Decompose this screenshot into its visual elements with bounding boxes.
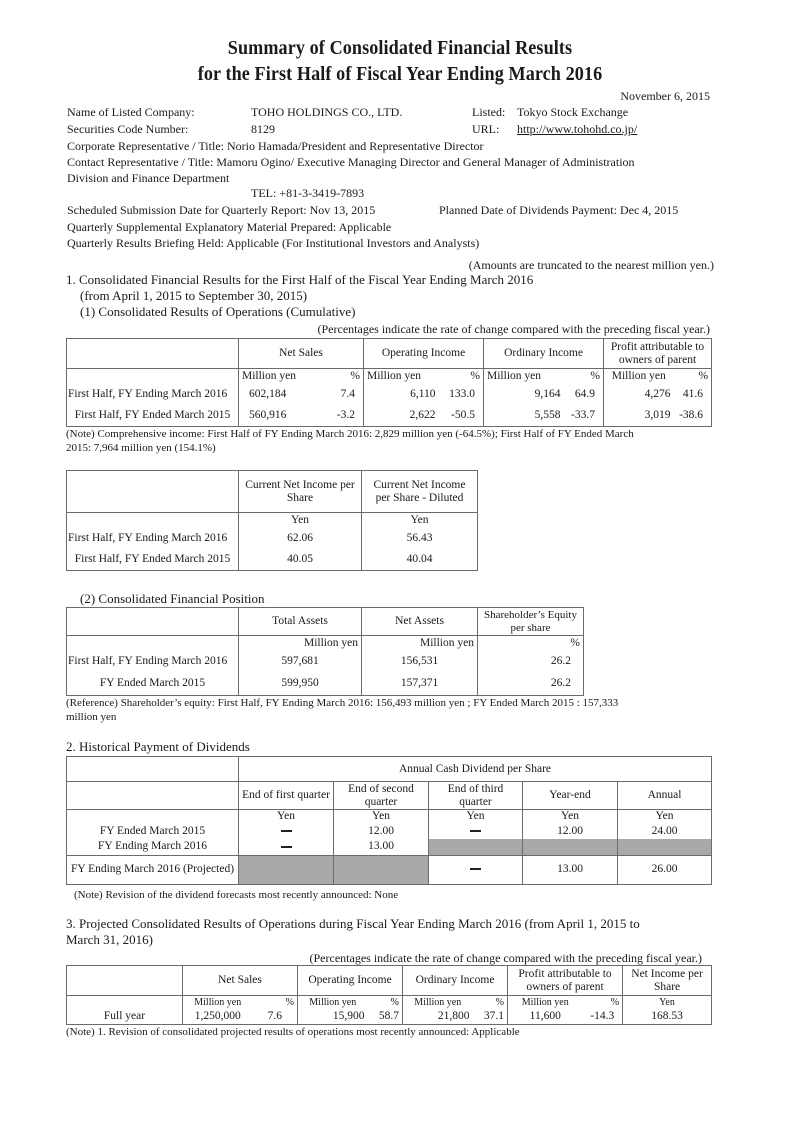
percentage-note: (Percentages indicate the rate of change compared with the preceding fiscal year.) (317, 322, 710, 336)
col-header-annual: Annual (618, 782, 712, 810)
cell-value: 62.06 (239, 529, 362, 549)
cell-value: 12.00 (334, 823, 429, 839)
shaded-cell (618, 839, 712, 855)
table-row (67, 672, 584, 696)
shareholder-equity-note-line2: million yen (66, 711, 117, 723)
cell-value: 2,622 (364, 405, 439, 427)
col-header-operating-income: Operating Income (298, 966, 403, 996)
cell-value: 133.0 (439, 385, 484, 405)
dash-icon (281, 846, 292, 848)
financial-position-table (66, 607, 584, 696)
projection-revision-note: (Note) 1. Revision of consolidated projected results of operations most recently announced: Applicable (66, 1026, 520, 1038)
unit-label: Million yen (521, 997, 569, 1009)
operations-results-table (66, 338, 712, 427)
telephone: TEL: +81-3-3419-7893 (251, 186, 365, 200)
table-corner-cell (67, 757, 239, 782)
unit-label: Million yen (239, 636, 362, 652)
shaded-cell (523, 839, 618, 855)
table-row (67, 855, 712, 884)
cell-value: 599,950 (239, 672, 362, 696)
col-header-eps: Current Net Income per Share (239, 471, 362, 513)
cell-value: 26.2 (478, 652, 584, 672)
unit-label: Yen (362, 513, 478, 529)
unit-label: Million yen (194, 997, 242, 1009)
shareholder-equity-note-line1: (Reference) Shareholder’s equity: First Half, FY Ending March 2016: 156,493 million yen ; FY Ended March 2015 : 157,333 (66, 697, 619, 709)
cell-value: 26.2 (478, 672, 584, 696)
cell-value: 5,558 (484, 405, 564, 427)
col-header-equity-per-share: Shareholder’s Equity per share (478, 608, 584, 636)
cell-value: 40.05 (239, 549, 362, 571)
row-label: Full year (67, 1010, 183, 1025)
table-row (67, 1010, 712, 1025)
cell-value: 560,916 (239, 405, 319, 427)
section2-heading: 2. Historical Payment of Dividends (66, 739, 250, 754)
col-header-first-quarter: End of first quarter (239, 782, 334, 810)
row-label: First Half, FY Ending March 2016 (67, 529, 239, 549)
submission-date: Scheduled Submission Date for Quarterly Report: Nov 13, 2015 (67, 203, 376, 217)
subsection2-heading: (2) Consolidated Financial Position (80, 591, 265, 606)
cell-value: 602,184 (249, 388, 287, 400)
results-briefing: Quarterly Results Briefing Held: Applicable (For Institutional Investors and Analysts) (67, 236, 480, 250)
cell-value (239, 823, 334, 839)
supplemental-material: Quarterly Supplemental Explanatory Material Prepared: Applicable (67, 220, 392, 234)
company-name-label: Name of Listed Company: (67, 105, 195, 119)
unit-label: Yen (618, 810, 712, 824)
group-header-annual-dividend: Annual Cash Dividend per Share (239, 757, 712, 782)
col-header-net-sales: Net Sales (183, 966, 298, 996)
cell-value: 4,276 (644, 388, 671, 400)
table-corner-cell (67, 471, 239, 513)
cell-value (239, 839, 334, 855)
col-header-year-end: Year-end (523, 782, 618, 810)
cell-value: 15,900 (298, 1010, 368, 1025)
percentage-note: (Percentages indicate the rate of change compared with the preceding fiscal year.) (309, 951, 702, 965)
eps-table (66, 470, 478, 571)
cell-value: -14.3 (583, 1010, 623, 1025)
col-header-second-quarter: End of second quarter (334, 782, 429, 810)
unit-label: Million yen (487, 370, 542, 383)
corporate-representative: Corporate Representative / Title: Norio Hamada/President and Representative Director (67, 139, 484, 153)
dash-icon (281, 830, 292, 832)
table-row (67, 823, 712, 839)
cell-value (429, 823, 523, 839)
col-header-eps-diluted: Current Net Income per Share - Diluted (362, 471, 478, 513)
report-date: November 6, 2015 (620, 89, 710, 103)
unit-label: Yen (623, 996, 712, 1010)
row-label: FY Ended March 2015 (67, 823, 239, 839)
cell-value: 64.9 (564, 385, 604, 405)
row-label: FY Ending March 2016 (Projected) (67, 855, 239, 884)
shaded-cell (239, 855, 334, 884)
subsection1-heading: (1) Consolidated Results of Operations (Cumulative) (80, 304, 356, 319)
unit-label: % (674, 369, 712, 385)
contact-representative-line1: Contact Representative / Title: Mamoru Ogino/ Executive Managing Director and General Manager of Administration (67, 155, 635, 169)
comprehensive-income-note-line2: 2015: 7,964 million yen (154.1%) (66, 442, 216, 454)
cell-value: 26.00 (618, 855, 712, 884)
cell-value: 58.7 (368, 1010, 403, 1025)
table-corner-cell (67, 339, 239, 369)
unit-label: Million yen (367, 370, 422, 383)
section3-heading-line2: March 31, 2016) (66, 932, 154, 947)
truncation-note: (Amounts are truncated to the nearest million yen.) (468, 258, 714, 272)
table-corner-cell (67, 608, 239, 636)
unit-label: % (253, 996, 298, 1010)
cell-value: -3.2 (319, 405, 364, 427)
row-label: First Half, FY Ended March 2015 (67, 405, 239, 427)
cell-value: 37.1 (473, 1010, 508, 1025)
col-header-operating-income: Operating Income (364, 339, 484, 369)
dividend-payment-date: Planned Date of Dividends Payment: Dec 4, 2015 (439, 203, 679, 217)
col-header-net-assets: Net Assets (362, 608, 478, 636)
unit-label: % (319, 369, 364, 385)
cell-value (429, 855, 523, 884)
document-title-line1: Summary of Consolidated Financial Results (227, 38, 573, 59)
dash-icon (470, 830, 481, 832)
cell-value: 13.00 (523, 855, 618, 884)
table-row (67, 385, 712, 405)
cell-value: 6,110 (410, 388, 436, 400)
cell-value: 41.6 (674, 385, 712, 405)
listed-value: Tokyo Stock Exchange (517, 105, 629, 119)
cell-value: 56.43 (362, 529, 478, 549)
projections-table (66, 965, 712, 1025)
col-header-profit-attributable: Profit attributable to owners of parent (604, 339, 712, 369)
row-label: First Half, FY Ending March 2016 (67, 652, 239, 672)
col-header-profit-attributable: Profit attributable to owners of parent (508, 966, 623, 996)
shaded-cell (429, 839, 523, 855)
col-header-third-quarter: End of third quarter (429, 782, 523, 810)
row-label: FY Ended March 2015 (67, 672, 239, 696)
col-header-ordinary-income: Ordinary Income (484, 339, 604, 369)
cell-value: 1,250,000 (183, 1010, 253, 1025)
col-header-total-assets: Total Assets (239, 608, 362, 636)
section3-heading-line1: 3. Projected Consolidated Results of Operations during Fiscal Year Ending March 2016 (from April 1, 2015 to (66, 916, 640, 931)
unit-label: Million yen (414, 997, 462, 1009)
unit-label: Yen (523, 810, 618, 824)
document-title-line2: for the First Half of Fiscal Year Ending March 2016 (197, 64, 603, 85)
cell-value: 168.53 (623, 1010, 712, 1025)
dash-icon (470, 868, 481, 870)
unit-label: Yen (239, 513, 362, 529)
cell-value: 7.4 (319, 385, 364, 405)
unit-label: % (583, 996, 623, 1010)
unit-label: Yen (429, 810, 523, 824)
section1-period: (from April 1, 2015 to September 30, 2015) (80, 288, 308, 303)
col-header-net-sales: Net Sales (239, 339, 364, 369)
col-header-ordinary-income: Ordinary Income (403, 966, 508, 996)
col-header-net-income-per-share: Net Income per Share (623, 966, 712, 996)
cell-value: 7.6 (253, 1010, 298, 1025)
unit-label: % (473, 996, 508, 1010)
section1-heading: 1. Consolidated Financial Results for the First Half of the Fiscal Year Ending March 2016 (66, 272, 534, 287)
unit-label: Million yen (309, 997, 357, 1009)
row-label: First Half, FY Ended March 2015 (67, 549, 239, 571)
cell-value: 597,681 (239, 652, 362, 672)
table-row (67, 529, 478, 549)
table-row (67, 839, 712, 855)
unit-label: % (439, 369, 484, 385)
dividend-forecast-note: (Note) Revision of the dividend forecasts most recently announced: None (74, 889, 399, 901)
contact-representative-line2: Division and Finance Department (67, 171, 230, 185)
url-label: URL: (472, 122, 500, 136)
table-row (67, 652, 584, 672)
company-url-link[interactable]: http://www.tohohd.co.jp/ (517, 122, 638, 136)
unit-label: Yen (239, 810, 334, 824)
cell-value: 13.00 (334, 839, 429, 855)
cell-value: 40.04 (362, 549, 478, 571)
dividends-table (66, 756, 712, 885)
securities-code-value: 8129 (251, 122, 275, 136)
cell-value: 12.00 (523, 823, 618, 839)
comprehensive-income-note-line1: (Note) Comprehensive income: First Half of FY Ending March 2016: 2,829 million yen (-64.5%); First Half of FY Ended March (66, 428, 634, 440)
unit-label: % (564, 369, 604, 385)
cell-value: 24.00 (618, 823, 712, 839)
securities-code-label: Securities Code Number: (67, 122, 189, 136)
table-row (67, 405, 712, 427)
row-label: First Half, FY Ending March 2016 (67, 385, 239, 405)
cell-value: 9,164 (534, 388, 561, 400)
row-label: FY Ending March 2016 (67, 839, 239, 855)
table-corner-cell (67, 966, 183, 996)
cell-value: -33.7 (564, 405, 604, 427)
unit-label: Million yen (362, 636, 478, 652)
listed-label: Listed: (472, 105, 506, 119)
company-name-value: TOHO HOLDINGS CO., LTD. (251, 105, 403, 119)
cell-value: -50.5 (439, 405, 484, 427)
unit-label: % (368, 996, 403, 1010)
cell-value: 156,531 (362, 652, 478, 672)
table-row (67, 549, 478, 571)
unit-label: Million yen (611, 370, 666, 383)
cell-value: 21,800 (403, 1010, 473, 1025)
cell-value: 3,019 (604, 405, 674, 427)
unit-label: % (478, 636, 584, 652)
unit-label: Million yen (242, 370, 296, 383)
cell-value: 11,600 (508, 1010, 583, 1025)
cell-value: 157,371 (362, 672, 478, 696)
unit-label: Yen (334, 810, 429, 824)
cell-value: -38.6 (674, 405, 712, 427)
shaded-cell (334, 855, 429, 884)
